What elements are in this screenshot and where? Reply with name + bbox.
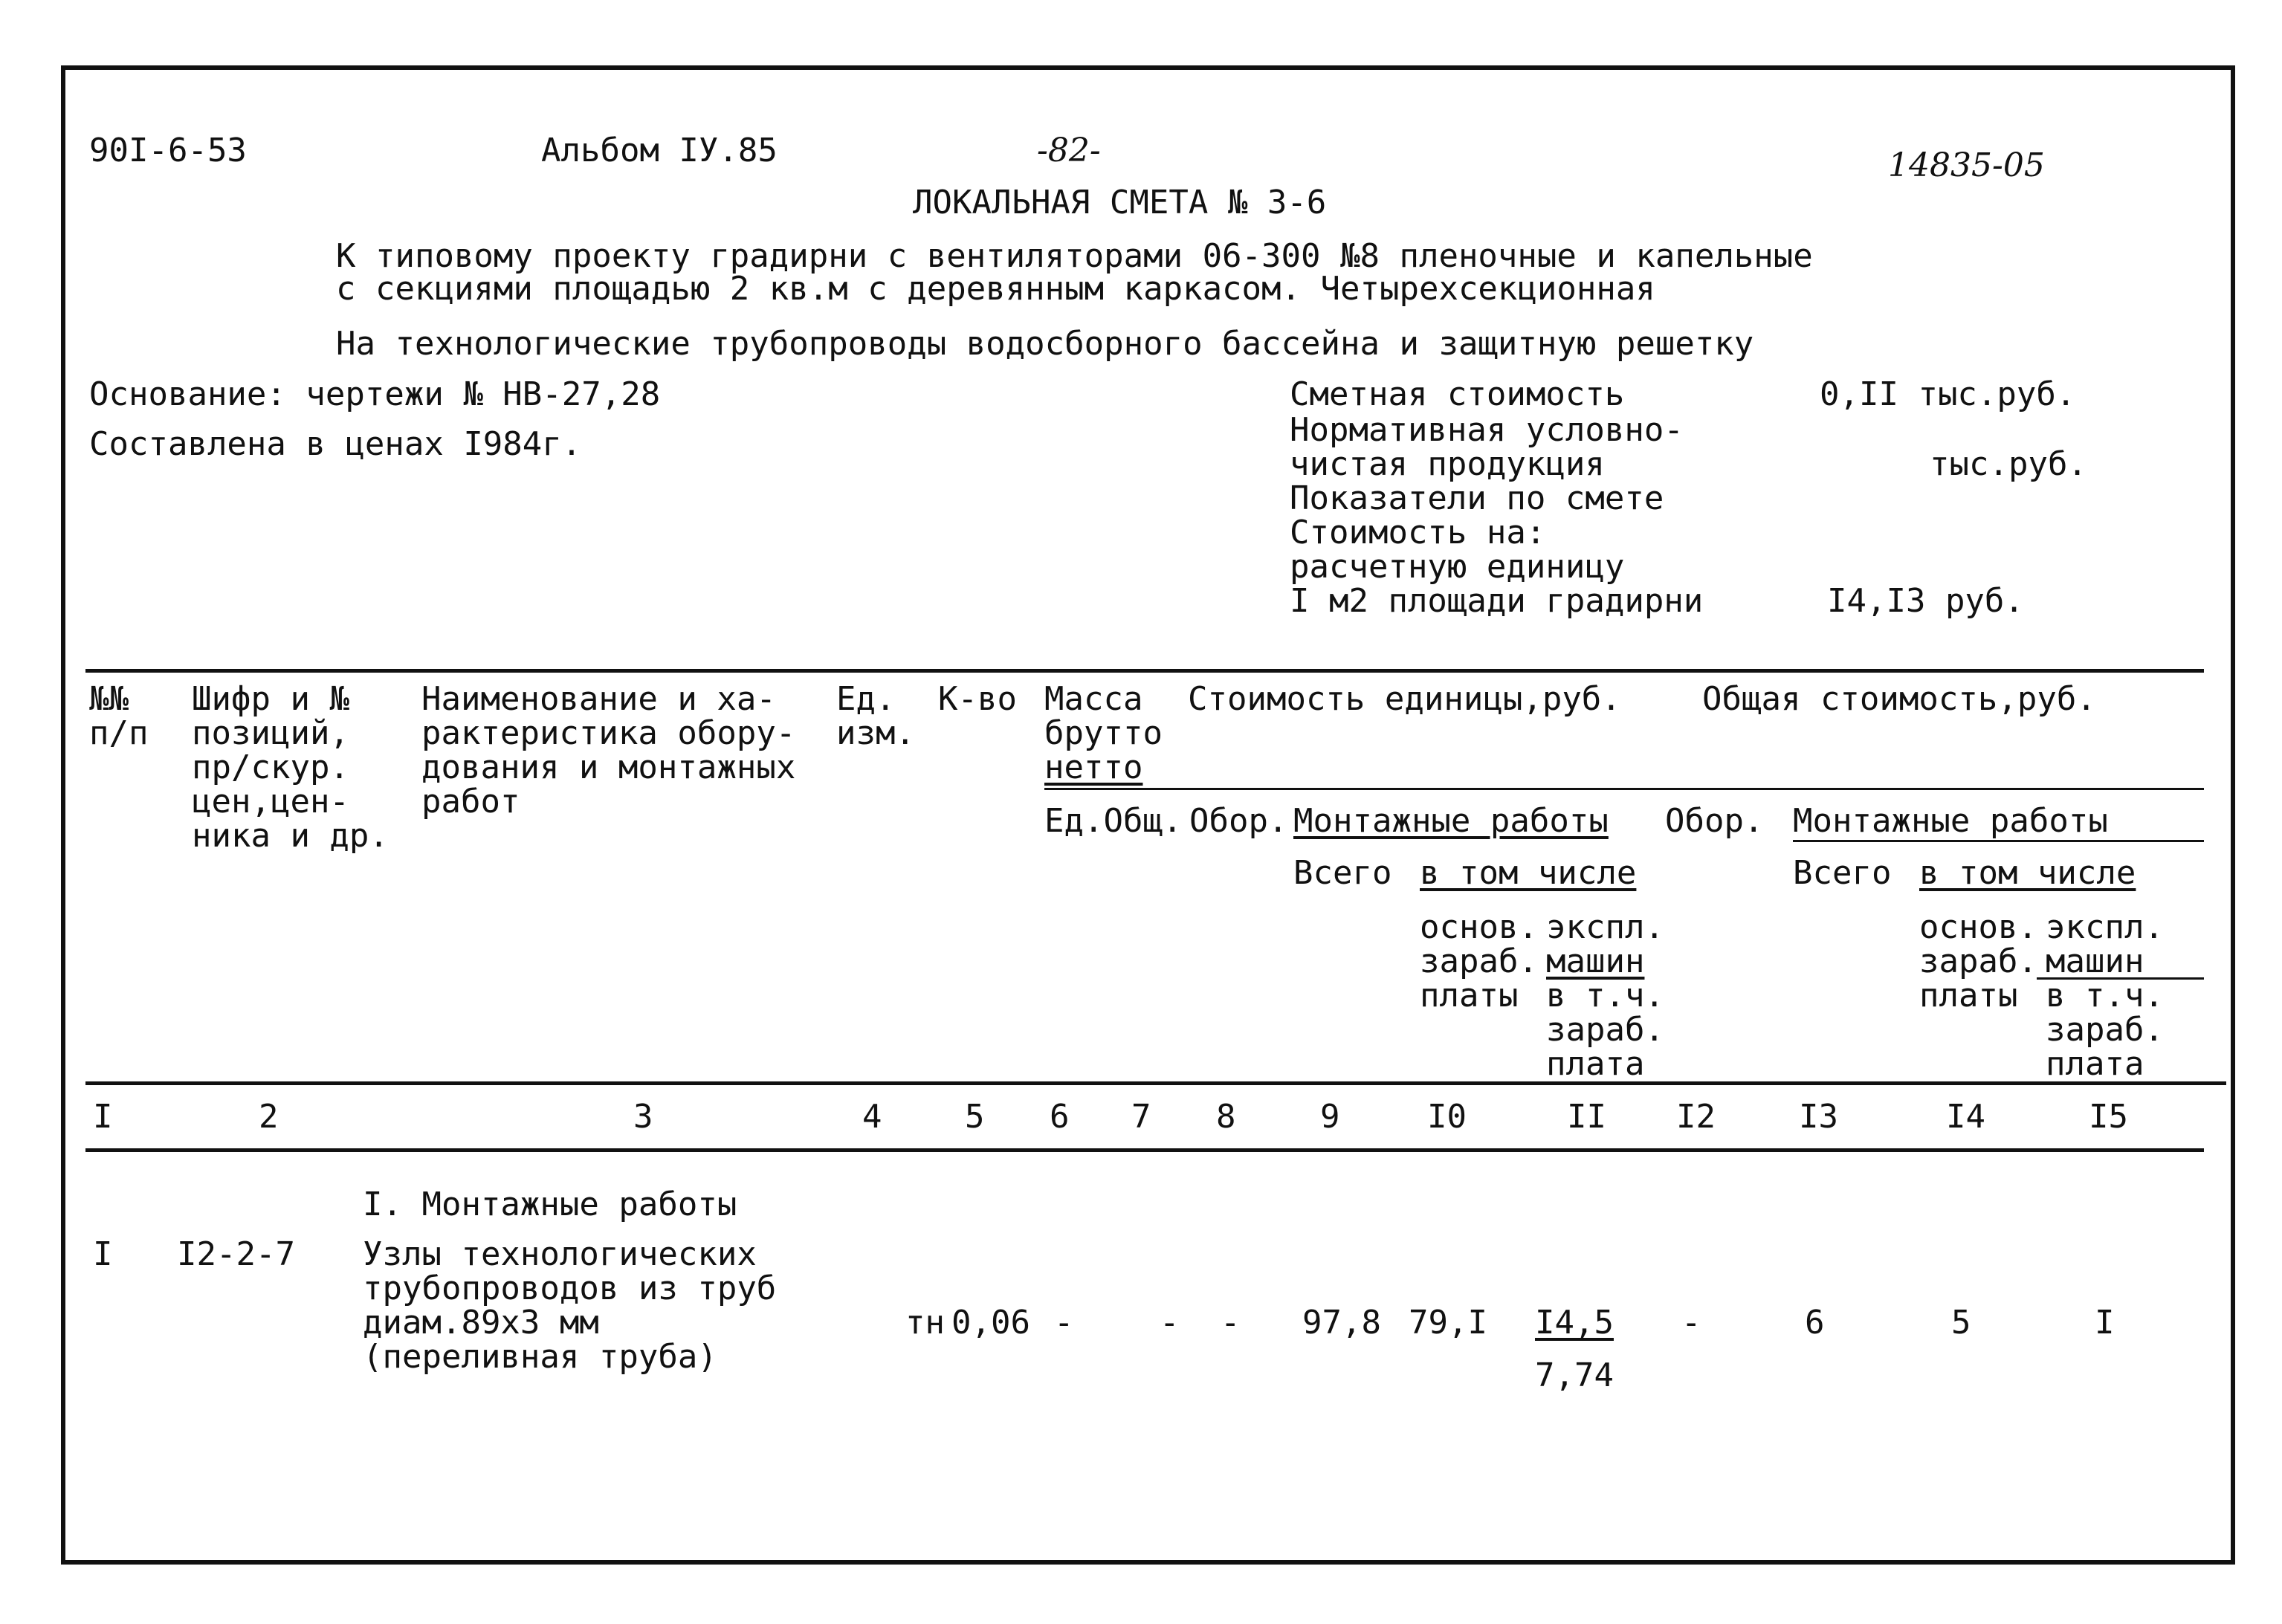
row-col11-bottom: 7,74	[1535, 1356, 1614, 1394]
norm-value: тыс.руб.	[1930, 445, 2087, 483]
document-title: ЛОКАЛЬНАЯ СМЕТА № 3-6	[913, 184, 1327, 221]
column-number-8: 8	[1216, 1098, 1236, 1136]
osnov-header-2: основ. зараб. платы	[1919, 908, 2037, 1015]
column-numbers-top-rule	[85, 1081, 2226, 1085]
row-name: Узлы технологических трубопроводов из труб диам.89х3 мм (переливная труба)	[363, 1235, 777, 1376]
column-number-3: 3	[633, 1098, 653, 1136]
column-number-14: I4	[1946, 1098, 1985, 1136]
vtch-header-2: в т.ч. зараб. плата	[2046, 977, 2164, 1083]
subtitle-line-3: На технологические трубопроводы водосборного бассейна и защитную решетку	[336, 325, 1754, 363]
cost-label: Сметная стоимость	[1290, 375, 1625, 413]
row-col14: 5	[1951, 1304, 1971, 1342]
col-qty-header: К-во	[938, 680, 1017, 718]
col-name-header: Наименование и ха- рактеристика обору- дования и монтажных работ	[421, 680, 796, 821]
album-label: Альбом IУ.85	[541, 132, 778, 169]
row-col8: -	[1221, 1304, 1241, 1342]
column-number-12: I2	[1676, 1098, 1716, 1136]
vsego-header-1: Всего	[1293, 854, 1392, 892]
row-code: I2-2-7	[177, 1235, 295, 1273]
mashin-header-2: машин	[2046, 942, 2144, 980]
col-mass-netto: нетто	[1044, 748, 1143, 786]
vtch-header-1: в т.ч. зараб. плата	[1546, 977, 1664, 1083]
row-col6: -	[1054, 1304, 1074, 1342]
vtom-header-1: в том числе	[1420, 854, 1637, 892]
mashin-header-1: машин	[1546, 942, 1645, 980]
row-col15: I	[2095, 1304, 2115, 1342]
vtom-header-2: в том числе	[1919, 854, 2136, 892]
ekspl-header-1: экспл.	[1546, 908, 1664, 946]
vsego-header-2: Всего	[1793, 854, 1892, 892]
montazh-header-2: Монтажные работы	[1793, 802, 2108, 840]
page-number: -82-	[1037, 132, 1101, 169]
stamp-number: 14835-05	[1888, 146, 2045, 184]
row-col12: -	[1681, 1304, 1701, 1342]
column-number-9: 9	[1320, 1098, 1340, 1136]
column-number-13: I3	[1799, 1098, 1838, 1136]
section-title: I. Монтажные работы	[363, 1185, 737, 1223]
ed-obsh-header: Ед.Общ.	[1044, 802, 1183, 840]
col-code-header: Шифр и № позиций, пр/скур. цен,цен- ника и др.	[192, 680, 389, 855]
obor-header-2: Обор.	[1665, 802, 1764, 840]
column-number-6: 6	[1050, 1098, 1070, 1136]
row-col10: 79,I	[1409, 1304, 1487, 1342]
column-number-1: I	[93, 1098, 113, 1136]
row-number: I	[93, 1235, 113, 1273]
row-col11-top: I4,5	[1535, 1304, 1614, 1342]
doc-code: 90I-6-53	[89, 132, 247, 169]
header-rule-1	[1044, 788, 2204, 790]
column-number-2: 2	[259, 1098, 279, 1136]
column-number-11: II	[1567, 1098, 1606, 1136]
unit-label: расчетную единицу	[1290, 548, 1625, 586]
total-cost-header: Общая стоимость,руб.	[1702, 680, 2096, 718]
unit-cost-header: Стоимость единицы,руб.	[1188, 680, 1621, 718]
column-numbers-bottom-rule	[85, 1148, 2204, 1152]
row-col7: -	[1160, 1304, 1180, 1342]
col-unit-header: Ед. изм.	[836, 680, 915, 752]
col-num-header: №№ п/п	[89, 680, 149, 752]
col-mass-header: Масса брутто	[1044, 680, 1163, 752]
basis-line: Основание: чертежи № НВ-27,28	[89, 375, 661, 413]
header-rule-2	[1793, 840, 2204, 842]
norm-label-1: Нормативная условно-	[1290, 411, 1684, 449]
subtitle-line-2: с секциями площадью 2 кв.м с деревянным каркасом. Четырехсекционная	[336, 270, 1655, 308]
row-unit: тн	[905, 1304, 945, 1342]
row-col9: 97,8	[1302, 1304, 1381, 1342]
row-col13: 6	[1805, 1304, 1825, 1342]
prices-line: Составлена в ценах I984г.	[89, 425, 582, 463]
ekspl-header-2: экспл.	[2046, 908, 2164, 946]
montazh-header-1: Монтажные работы	[1293, 802, 1609, 840]
column-number-10: I0	[1427, 1098, 1467, 1136]
column-number-4: 4	[862, 1098, 882, 1136]
osnov-header-1: основ. зараб. платы	[1420, 908, 1538, 1015]
area-value: I4,I3 руб.	[1827, 582, 2024, 620]
area-label: I м2 площади градирни	[1290, 582, 1704, 620]
table-top-rule	[85, 669, 2204, 673]
indicators-label: Показатели по смете	[1290, 479, 1664, 517]
cost-value: 0,II тыс.руб.	[1820, 375, 2076, 413]
column-number-5: 5	[965, 1098, 985, 1136]
norm-label-2: чистая продукция	[1290, 445, 1605, 483]
subtitle-line-1: К типовому проекту градирни с вентиляторами 06-300 №8 пленочные и капельные	[336, 237, 1813, 275]
column-number-7: 7	[1131, 1098, 1151, 1136]
obor-header-1: Обор.	[1189, 802, 1288, 840]
cost-per-label: Стоимость на:	[1290, 514, 1546, 551]
column-number-15: I5	[2089, 1098, 2128, 1136]
row-qty: 0,06	[951, 1304, 1030, 1342]
